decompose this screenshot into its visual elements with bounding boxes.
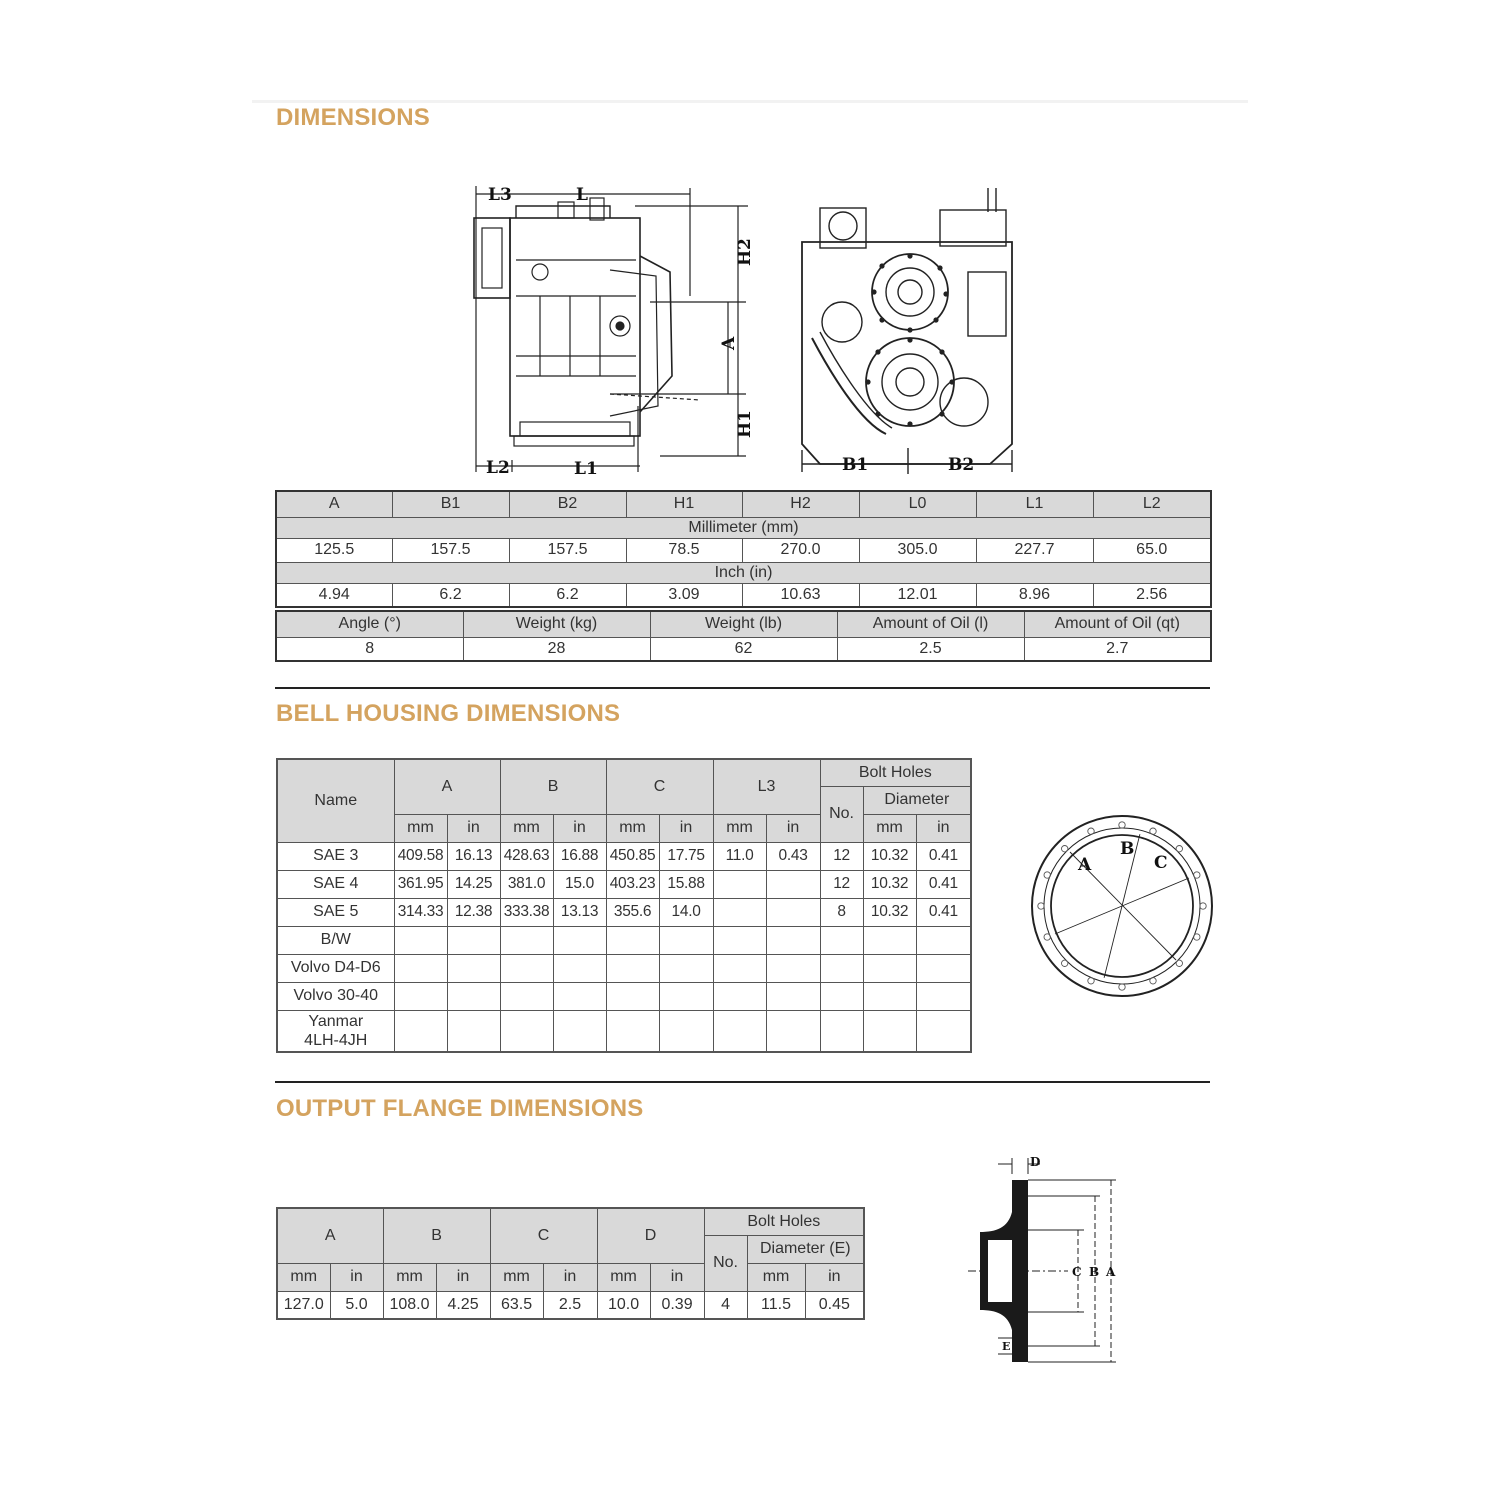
bell-table-row <box>277 982 971 1010</box>
bolt-hole <box>1200 903 1206 909</box>
bell-cell-value: 10.32 <box>863 870 916 898</box>
top-divider <box>252 100 1248 103</box>
spec-header-oil-l: Amount of Oil (l) <box>837 611 1024 637</box>
bell-unit-in: in <box>553 814 606 842</box>
bolt-hole <box>1194 872 1200 878</box>
bell-cell-value <box>659 982 713 1010</box>
bell-header-b: B <box>500 759 606 814</box>
bell-cell-value: 10.32 <box>863 842 916 870</box>
spec-header-oil-qt: Amount of Oil (qt) <box>1024 611 1211 637</box>
bell-cell-value <box>659 926 713 954</box>
bell-cell-value <box>553 954 606 982</box>
bell-cell-value <box>447 1010 500 1052</box>
dim-header-l1: L1 <box>976 491 1093 517</box>
bell-cell-value <box>606 926 659 954</box>
dim-mm-value: 157.5 <box>392 538 509 562</box>
flange-label-d: D <box>1030 1155 1041 1169</box>
bell-row-name: B/W <box>277 926 394 954</box>
bell-unit-mm: mm <box>394 814 447 842</box>
bell-cell-value <box>553 982 606 1010</box>
dim-header-h1: H1 <box>626 491 742 517</box>
bolt-hole <box>1062 846 1068 852</box>
bell-cell-value <box>447 982 500 1010</box>
dim-header-h2: H2 <box>742 491 859 517</box>
section-title-dimensions: DIMENSIONS <box>276 104 431 131</box>
bell-cell-value <box>820 954 863 982</box>
bell-table-row <box>277 954 971 982</box>
bell-cell-value <box>500 982 553 1010</box>
dim-in-value: 6.2 <box>509 583 626 607</box>
bell-header-a: A <box>394 759 500 814</box>
bell-table-body <box>277 842 971 1052</box>
bell-cell-value: 10.32 <box>863 898 916 926</box>
bell-label-c: C <box>1154 853 1168 873</box>
label-b2: B2 <box>948 455 975 475</box>
flange-value: 4 <box>704 1291 747 1319</box>
bell-cell-value <box>766 954 820 982</box>
bolt-hole <box>1088 978 1094 984</box>
bell-cell-value: 0.41 <box>916 870 971 898</box>
flange-header-bolt-holes: Bolt Holes <box>704 1208 864 1235</box>
bell-cell-value: 11.0 <box>713 842 766 870</box>
flange-value: 5.0 <box>330 1291 383 1319</box>
dim-header-b2: B2 <box>509 491 626 517</box>
bell-row-name-line: Yanmar <box>308 1012 364 1030</box>
bell-cell-value: 0.41 <box>916 842 971 870</box>
section-title-output-flange: OUTPUT FLANGE DIMENSIONS <box>276 1095 644 1122</box>
bolt-hole <box>1038 903 1044 909</box>
flange-unit-mm: mm <box>747 1263 805 1291</box>
bell-cell-value <box>713 870 766 898</box>
dim-in-value: 10.63 <box>742 583 859 607</box>
bell-cell-value <box>713 982 766 1010</box>
bell-header-l3: L3 <box>713 759 820 814</box>
bell-header-name: Name <box>277 759 394 842</box>
bell-cell-value <box>820 1010 863 1052</box>
gearbox-side-view-diagram <box>460 176 760 480</box>
flange-value: 10.0 <box>597 1291 650 1319</box>
spec-header-angle: Angle (°) <box>276 611 463 637</box>
bell-cell-value <box>500 926 553 954</box>
output-flange-table <box>276 1207 865 1320</box>
section-divider <box>275 1081 1210 1083</box>
label-l3: L3 <box>488 185 512 205</box>
label-l2: L2 <box>486 458 510 478</box>
flange-header-d: D <box>597 1208 704 1263</box>
dim-in-value: 3.09 <box>626 583 742 607</box>
bell-cell-value: 0.43 <box>766 842 820 870</box>
bell-unit-mm: mm <box>713 814 766 842</box>
bell-cell-value <box>863 954 916 982</box>
bell-header-bolt-holes: Bolt Holes <box>820 759 971 786</box>
flange-label-e: E <box>1002 1340 1011 1353</box>
bell-cell-value <box>766 870 820 898</box>
bell-cell-value <box>447 954 500 982</box>
bell-unit-mm: mm <box>500 814 553 842</box>
bell-cell-value <box>766 926 820 954</box>
label-h2: H2 <box>735 238 755 266</box>
dim-mm-value: 305.0 <box>859 538 976 562</box>
bell-cell-value <box>820 982 863 1010</box>
bell-cell-value: 0.41 <box>916 898 971 926</box>
bell-cell-value <box>863 926 916 954</box>
dim-header-row <box>276 491 1211 517</box>
bell-cell-value: 16.88 <box>553 842 606 870</box>
label-b1: B1 <box>842 455 869 475</box>
dimensions-table <box>275 490 1212 608</box>
flange-value: 11.5 <box>747 1291 805 1319</box>
dim-mm-value: 78.5 <box>626 538 742 562</box>
flange-label-c: C <box>1072 1265 1082 1279</box>
spec-value-oil-l: 2.5 <box>837 637 1024 661</box>
bell-unit-in: in <box>766 814 820 842</box>
flange-unit-in: in <box>436 1263 490 1291</box>
flange-header-c: C <box>490 1208 597 1263</box>
bolt-hole <box>1150 978 1156 984</box>
bell-cell-value: 12.38 <box>447 898 500 926</box>
bell-cell-value: 13.13 <box>553 898 606 926</box>
dim-header-l2: L2 <box>1093 491 1211 517</box>
unit-label-in: Inch (in) <box>276 562 1211 583</box>
bell-cell-value: 428.63 <box>500 842 553 870</box>
bell-header-c: C <box>606 759 713 814</box>
flange-unit-in: in <box>543 1263 597 1291</box>
bell-row-name: SAE 3 <box>277 842 394 870</box>
bell-unit-in: in <box>916 814 971 842</box>
dim-in-value: 6.2 <box>392 583 509 607</box>
label-l1: L1 <box>574 459 598 479</box>
flange-value: 4.25 <box>436 1291 490 1319</box>
bell-label-a: A <box>1078 855 1092 875</box>
bolt-hole <box>1176 960 1182 966</box>
dim-mm-value: 125.5 <box>276 538 392 562</box>
spec-value-oil-qt: 2.7 <box>1024 637 1211 661</box>
bell-housing-diagram <box>1030 814 1214 998</box>
dim-mm-value: 270.0 <box>742 538 859 562</box>
bell-cell-value: 355.6 <box>606 898 659 926</box>
bell-header-diameter: Diameter <box>863 786 971 814</box>
bell-cell-value <box>553 926 606 954</box>
dim-mm-value: 227.7 <box>976 538 1093 562</box>
flange-unit-in: in <box>330 1263 383 1291</box>
bell-cell-value: 12 <box>820 842 863 870</box>
bell-cell-value: 14.0 <box>659 898 713 926</box>
flange-value: 127.0 <box>277 1291 330 1319</box>
dim-in-row <box>276 583 1211 607</box>
bell-cell-value <box>394 1010 447 1052</box>
bell-cell-value <box>863 1010 916 1052</box>
flange-value: 108.0 <box>383 1291 436 1319</box>
bell-table-row <box>277 842 971 870</box>
bell-unit-mm: mm <box>863 814 916 842</box>
bell-cell-value <box>606 1010 659 1052</box>
bell-unit-in: in <box>447 814 500 842</box>
bell-cell-value <box>916 926 971 954</box>
bell-cell-value <box>820 926 863 954</box>
bell-cell-value <box>500 1010 553 1052</box>
bolt-hole <box>1194 934 1200 940</box>
bolt-hole <box>1062 960 1068 966</box>
bell-cell-value <box>659 954 713 982</box>
bell-cell-value <box>394 926 447 954</box>
bell-cell-value <box>447 926 500 954</box>
bolt-hole <box>1119 822 1125 828</box>
dim-in-value: 8.96 <box>976 583 1093 607</box>
bell-cell-value: 12 <box>820 870 863 898</box>
bell-row-name <box>277 1010 394 1052</box>
bell-cell-value <box>766 898 820 926</box>
bell-row-name-line: 4LH-4JH <box>304 1031 368 1049</box>
dim-mm-value: 157.5 <box>509 538 626 562</box>
bell-cell-value <box>916 1010 971 1052</box>
flange-value: 0.39 <box>650 1291 704 1319</box>
bell-table-row <box>277 898 971 926</box>
bell-cell-value <box>863 982 916 1010</box>
dim-mm-row <box>276 538 1211 562</box>
dim-in-value: 4.94 <box>276 583 392 607</box>
spec-header-weight-lb: Weight (lb) <box>650 611 837 637</box>
bell-cell-value <box>500 954 553 982</box>
dim-header-b1: B1 <box>392 491 509 517</box>
flange-header-a: A <box>277 1208 383 1263</box>
spec-header-weight-kg: Weight (kg) <box>463 611 650 637</box>
bolt-hole <box>1088 828 1094 834</box>
section-divider <box>275 687 1210 689</box>
flange-header-no: No. <box>704 1235 747 1291</box>
flange-label-a: A <box>1106 1265 1116 1279</box>
bell-cell-value <box>766 1010 820 1052</box>
bell-table-row <box>277 1010 971 1052</box>
bolt-hole <box>1176 846 1182 852</box>
bell-cell-value: 14.25 <box>447 870 500 898</box>
specs-table <box>275 610 1212 662</box>
bell-cell-value: 333.38 <box>500 898 553 926</box>
bell-cell-value <box>713 1010 766 1052</box>
bell-cell-value: 314.33 <box>394 898 447 926</box>
flange-unit-mm: mm <box>490 1263 543 1291</box>
flange-unit-mm: mm <box>277 1263 330 1291</box>
bell-unit-in: in <box>659 814 713 842</box>
bell-cell-value: 450.85 <box>606 842 659 870</box>
bell-cell-value <box>553 1010 606 1052</box>
label-h1: H1 <box>735 410 755 438</box>
bell-cell-value: 381.0 <box>500 870 553 898</box>
bell-cell-value: 361.95 <box>394 870 447 898</box>
bolt-hole <box>1044 934 1050 940</box>
flange-header-b: B <box>383 1208 490 1263</box>
spec-value-weight-kg: 28 <box>463 637 650 661</box>
bell-cell-value <box>606 954 659 982</box>
bell-row-name: Volvo D4-D6 <box>277 954 394 982</box>
gearbox-front-view-diagram <box>790 182 1024 478</box>
bell-cell-value <box>713 954 766 982</box>
flange-value: 2.5 <box>543 1291 597 1319</box>
flange-data-row <box>277 1291 864 1319</box>
flange-value: 0.45 <box>805 1291 864 1319</box>
output-flange-diagram <box>968 1150 1128 1372</box>
bolt-hole <box>1119 984 1125 990</box>
bell-cell-value <box>766 982 820 1010</box>
dim-header-l0: L0 <box>859 491 976 517</box>
bell-cell-value <box>606 982 659 1010</box>
dim-header-a: A <box>276 491 392 517</box>
unit-label-mm: Millimeter (mm) <box>276 517 1211 538</box>
dim-mm-value: 65.0 <box>1093 538 1211 562</box>
dim-in-value: 12.01 <box>859 583 976 607</box>
spec-value-angle: 8 <box>276 637 463 661</box>
flange-unit-in: in <box>650 1263 704 1291</box>
flange-unit-mm: mm <box>383 1263 436 1291</box>
bell-cell-value: 409.58 <box>394 842 447 870</box>
bell-unit-mm: mm <box>606 814 659 842</box>
bell-cell-value: 16.13 <box>447 842 500 870</box>
flange-header-diameter: Diameter (E) <box>747 1235 864 1263</box>
label-l: L <box>576 185 588 205</box>
bell-cell-value: 403.23 <box>606 870 659 898</box>
bell-cell-value <box>916 982 971 1010</box>
flange-value: 63.5 <box>490 1291 543 1319</box>
bell-cell-value <box>916 954 971 982</box>
label-a: A <box>719 336 739 350</box>
bell-cell-value: 8 <box>820 898 863 926</box>
bell-table-row <box>277 870 971 898</box>
bell-header-no: No. <box>820 786 863 842</box>
bell-cell-value <box>713 898 766 926</box>
flange-unit-mm: mm <box>597 1263 650 1291</box>
bolt-hole <box>1150 828 1156 834</box>
bell-cell-value <box>659 1010 713 1052</box>
bell-label-b: B <box>1120 839 1135 859</box>
bell-cell-value <box>394 982 447 1010</box>
bell-cell-value: 17.75 <box>659 842 713 870</box>
bell-table-row <box>277 926 971 954</box>
bolt-hole <box>1044 872 1050 878</box>
spec-value-weight-lb: 62 <box>650 637 837 661</box>
bell-cell-value <box>394 954 447 982</box>
bell-row-name: Volvo 30-40 <box>277 982 394 1010</box>
flange-label-b: B <box>1089 1265 1100 1279</box>
flange-unit-in: in <box>805 1263 864 1291</box>
bell-row-name: SAE 5 <box>277 898 394 926</box>
bell-cell-value: 15.0 <box>553 870 606 898</box>
bell-cell-value: 15.88 <box>659 870 713 898</box>
bell-housing-table <box>276 758 972 1053</box>
bell-cell-value <box>713 926 766 954</box>
section-title-bell-housing: BELL HOUSING DIMENSIONS <box>276 700 621 727</box>
bell-row-name: SAE 4 <box>277 870 394 898</box>
dim-in-value: 2.56 <box>1093 583 1211 607</box>
